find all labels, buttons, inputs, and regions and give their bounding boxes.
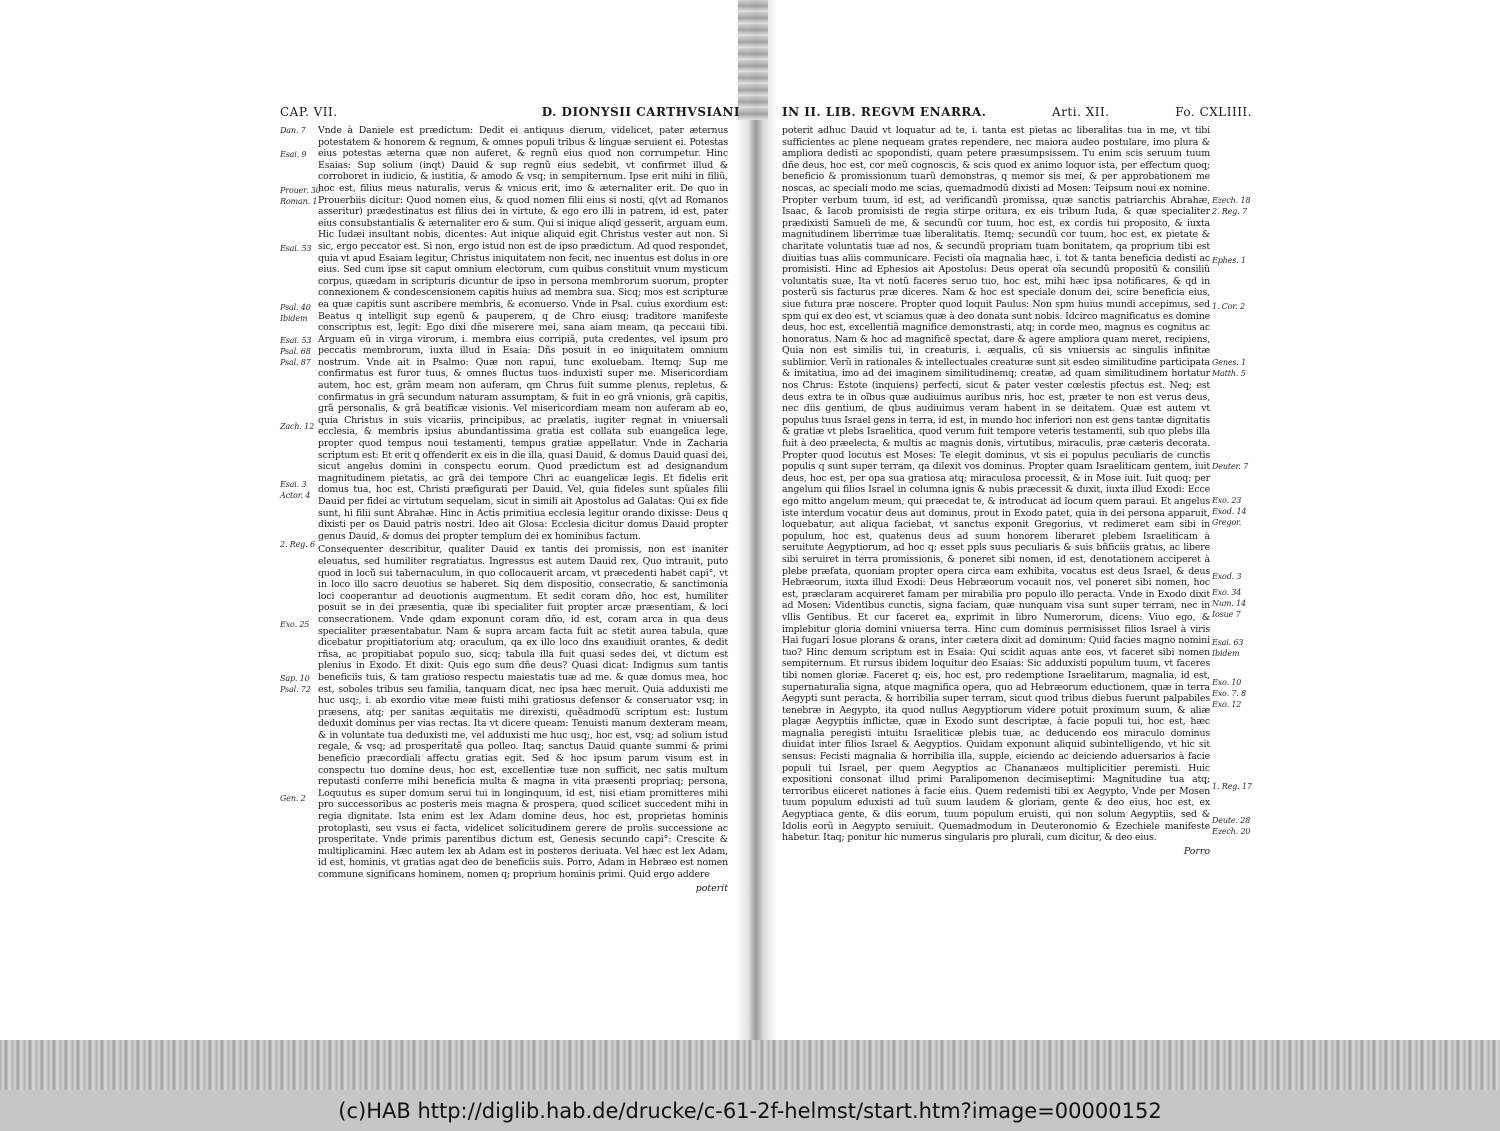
left-book-title: D. DIONYSII CARTHVSIANI — [541, 105, 740, 119]
marginal-note: Ezech. 18 — [1212, 196, 1251, 205]
marginal-note: Psal. 40 — [280, 303, 311, 312]
marginal-note: Deuter. 7 — [1212, 462, 1249, 471]
marginal-note: Sap. 10 — [280, 674, 310, 683]
marginal-note: Exo. 34 — [1212, 588, 1242, 597]
marginal-note: 2. Reg. 7 — [1212, 207, 1247, 216]
left-text-block — [280, 125, 740, 881]
marginal-note: Psal. 72 — [280, 685, 311, 694]
marginal-note: Esai. 63 — [1212, 638, 1244, 647]
marginal-note: 2. Reg. 6 — [280, 540, 315, 549]
marginal-note: Gregor. — [1212, 518, 1242, 527]
marginal-note: Psal. 87 — [280, 358, 311, 367]
right-catchword: Porro — [1183, 845, 1210, 857]
left-paragraph: Vnde à Daniele est prædictum: Dedit ei antiquus dierum, videlicet, pater æternus potestatem & honorem & regnum, & omnes populi tribus & linguæ seruient ei. Potestas eius potestas æterna quæ non auferet, & regnũ eius quod non corrumpetur. Hinc Esaias: Sup solium (inqt) Dauid & sup regnũ eius sedebit, vt confirmet illud & corroboret in iudicio, & iustitia, & amodo & vsq; in sempiternum. Ipse erit mihi in filiũ, hoc est, filius meus naturalis, verus & vnicus erit, imo & æternaliter erit. De quo in Prouerbiis dicitur: Quod nomen eius, & quod nomen filii eius si nosti, q(vt ad Romanos asseritur) prædestinatus est filius dei in virtute, & ego ero illi in patrem, id est, pater eius consubstantialis & æternaliter ero & sum. Qui si inique aliqd gesserit, arguam eum. Hic Iudæi insultant nobis, dicentes: Aut inique aliquid egit Christus vester aut non. Si sic, ergo peccator est. Si non, ergo istud non est de ipso prædictum. Ad quod respondet, quia vt apud Esaiam legitur, Christus iniquitatem non fecit, nec inuentus est dolus in ore eius. Sed cum ipse sit caput omnium electorum, cum quibus constituit vnum mysticum corpus, quædam in scripturis dicuntur de ipso in persona membrorum suorum, propter connexionem & condescensionem capitis huius ad membra sua. Sicq; mos est scripturæ ea quæ capitis sunt ascribere membris, & econuerso. Vnde in Psal. cuius exordium est: Beatus q intelligit sup egenũ & pauperem, q de Chro eiusq; traditore manifeste conscriptus est, legit: Ego dixi dñe miserere mei, sana aiam meam, qa peccaui tibi. Arguam eũ in virga virorum, i. membra eius corripiã, puta credentes, vel ipsum pro peccatis membrorum, iuxta illud in Esaia: Dñs posuit in eo iniquitatem omnium nostrum. Vnde ait in Psalmo: Quæ non rapui, tunc exoluebam. Itemq; Sup me confirmatus est furor tuus, & omnes fluctus tuos induxisti super me. Misericordiam autem, hoc est, grãm meam non auferam, qm Chrus fuit summe plenus, repletus, & confirmatus in grã secundum naturam assumptam, & fuit in eo grã vnionis, grã capitis, grã personalis, & grã beatificæ visionis. Vel misericordiam meam non auferam ab eo, quia Christus in suis vicariis, principibus, ac prælatis, iugiter regnat in vniuersali ecclesia, & membris ipsius abundantissima gratia est collata sub euangelica lege, propter quod tempus noui testamenti, tempus gratiæ appellatur. Vnde in Zacharia scriptum est: Et erit q offenderit ex eis in die illa, quasi Dauid, & domus Dauid quasi dei, sicut angelus domini in conspectu eorum. Quod prædictum est ad designandum magnitudinem pietatis, ac grã dei tempore Chri ac euangelicæ legis. Et fidelis erit domus tua, hoc est, Christi præfigurati per Dauid. Vel, quia fideles sunt spũales filii Dauid per fidei ac virtutum sequelam, sicut in simili ait Apostolus ad Galatas: Qui ex fide sunt, hi filii sunt Abrahæ. Hinc in Actis primitiua ecclesia legitur orando dixisse: Deus q dixisti per os Dauid patris nostri. Ideo ait Glosa: Ecclesia dicitur domus Dauid propter genus Dauid, & domus dei propter templum dei ex hominibus factum. — [318, 125, 728, 542]
image-credit-text: (c)HAB http://diglib.hab.de/drucke/c-61-2f-helmst/start.htm?image=00000152 — [338, 1098, 1162, 1123]
left-catchword: poterit — [695, 882, 728, 894]
marginal-note: Exo. 12 — [1212, 700, 1242, 709]
marginal-note: Ibidem — [1212, 649, 1240, 658]
left-chapter-label: CAP. VII. — [280, 105, 338, 119]
marginal-note: Exo. 10 — [1212, 678, 1242, 687]
marginal-note: Exo. 25 — [280, 620, 310, 629]
marginal-note: Gen. 2 — [280, 794, 306, 803]
marginal-note: Exod. 3 — [1212, 572, 1242, 581]
marginal-note: 1. Reg. 17 — [1212, 782, 1252, 791]
marginal-note: Esai. 53 — [280, 244, 312, 253]
right-book-title: IN II. LIB. REGVM ENARRA. — [782, 105, 987, 119]
marginal-note: Esai. 53 — [280, 336, 312, 345]
marginal-note: 1. Cor. 2 — [1212, 302, 1245, 311]
marginal-note: Prouer. 30 — [280, 186, 321, 195]
marginal-note: Genes. 1 — [1212, 358, 1247, 367]
marginal-note: Ephes. 1 — [1212, 256, 1246, 265]
marginal-note: Dan. 7 — [280, 126, 306, 135]
left-page — [280, 105, 740, 894]
marginal-note: Num. 14 — [1212, 599, 1246, 608]
marginal-note: Deute. 28 — [1212, 816, 1251, 825]
marginal-note: Zach. 12 — [280, 422, 315, 431]
marginal-note: Ibidem — [280, 314, 308, 323]
right-running-head — [782, 105, 1252, 119]
marginal-note: Psal. 68 — [280, 347, 311, 356]
marginal-note: Esai. 3 — [280, 480, 307, 489]
marginal-note: Exo. 7. 8 — [1212, 689, 1247, 698]
left-paragraph: Consequenter describitur, qualiter Dauid ex tantis dei promissis, non est inaniter eleuatus, sed humiliter regratiatus. Ingressus est autem Dauid rex, Quo intrauit, puto quod in locũ sui tabernaculum, in quo collocauerit arcam, vt præcedenti habet capi°, vt in loco illo sacro deuotius se haberet. Siq dem dispositio, consecratio, & sanctimonia loci cooperantur ad deuotionis augmentum. Et sedit coram dño, hoc est, humiliter posuit se in dei præsentia, quæ ibi specialiter fuit propter arcæ præsentiam, & loci consecrationem. Vnde qdam exponunt coram dño, id est, coram arca in qua deus specialiter præsentabatur. Nam & supra arcam facta fuit ac stetit aurea tabula, quæ dicebatur propitiatorium atq; oraculum, qa ex illo loco dns exaudiuit orantes, & dedit rñsa, ac propitiabat populo suo, sicq; tabula illa fuit quasi sedes dei, vt dictum est plenius in Exodo. Et dixit: Quis ego sum dñe deus? Quasi dicat: Indignus sum tantis beneficiis tuis, & tam gratioso respectu maiestatis tuæ ad me. & quæ domus mea, hoc est, soboles tribus seu familia, tanquam dicat, nec ipsa hæc meruit. Quia adduxisti me huc usq;, i. ab exordio vitæ meæ fuisti mihi gratiosus defensor & conseruator vsq; in præsens, atq; per sanitas æquitatis me direxisti, quẽadmodũ scriptum est: Iustum deduxit dominus per vias rectas. Ita vt dicere queam: Tenuisti manum dexteram meam, & in voluntate tua deduxisti me, vel adduxisti me huc usq;, hoc est, vsq; ad solium istud regale, & vsq; ad prosperitatẽ qua polleo. Itaq; sanctus Dauid quante summi & primi beneficio præcordiali affectu gratias egit. Sed & hoc ipsum parum visum est in conspectu tuo domine deus, hoc est, excellentiæ tuæ non sufficit, nec satis multum reputasti conferre mihi beneficia multa & magna in vita præsenti propriaq; persona, Loquutus es super domum serui tui in longinquum, id est, nisi etiam promitteres mihi pro successoribus ac posteris meis magna & prospera, quod scilicet succedent mihi in regia dignitate. Ista enim est lex Adam domine deus, hoc est, proprietas hominis protoplasti, seu vsus ei facta, videlicet solicitudinem gerere de prolis successione ac prosperitate. Vnde primis parentibus dictum est, Genesis secundo capi°: Crescite & multiplicamini. Hæc autem lex ab Adam est in posteros deriuata. Vel hæc est lex Adam, id est, hominis, vt gratias agat deo de beneficiis suis. Porro, Adam in Hebræo est nomen commune significans hominem, nomen q; proprium hominis primi. Quid ergo addere — [318, 544, 728, 880]
left-running-head — [280, 105, 740, 119]
marginal-note: Iosue 7 — [1212, 610, 1241, 619]
image-credit-bar — [0, 1090, 1500, 1131]
marginal-note: Matth. 5 — [1212, 369, 1246, 378]
marginal-note: Ezech. 20 — [1212, 827, 1251, 836]
scan-edge-noise — [0, 1040, 1500, 1090]
marginal-note: Roman. 1 — [280, 197, 318, 206]
right-page — [782, 105, 1252, 857]
book-gutter — [735, 0, 777, 1040]
right-paragraph: poterit adhuc Dauid vt loquatur ad te, i. tanta est pietas ac liberalitas tua in me, vt tibi sufficientes ac plene nequeam grates rependere, nec maiora audeo postulare, imo plura & ampliora dedisti ac spopondisti, quam petere præsumpsissem. Tu enim scis seruum tuum dñe deus, hoc est, cor meũ cognoscis, & scis quod ex animo loquor ista, per effectum quoq; beneficio & promissionum tuarũ demonstras, q memor sis mei, & per approbationem me noscas, ac speciali modo me scias, quemadmodũ dixisti ad Mosen: Teipsum noui ex nomine. Propter verbum tuum, id est, ad verificandũ promissa, quæ sanctis patriarchis Abrahæ, Isaac, & Iacob promisisti de regia stirpe oritura, ex eis tribum Iuda, & quæ specialiter prædixisti Samueli de me, & secundũ cor tuum, hoc est, ex cordis tui proposito, & iuxta magnitudinem liberrimæ tuæ liberalitatis. Itemq; secundũ cor tuum, hoc est, ex pietate & charitate voluntatis tuæ ad nos, & secundũ propriam tuam bonitatem, qa proprium tibi est diuitias tuas aliis communicare. Fecisti oĩa magnalia hæc, i. tot & tanta beneficia dedisti ac promisisti. Hinc ad Ephesios ait Apostolus: Deus operat oĩa secundũ propositũ & consiliũ voluntatis suæ, Ita vt notũ faceres seruo tuo, hoc est, mihi hæc ipsa notificares, & qd in posterũ sis facturus præ diceres. Nam & hoc est speciale donum dei, scire beneficia eius, siue futura præ noscere. Propter quod loquit Paulus: Non spm huius mundi accepimus, sed spm qui ex deo est, vt sciamus quæ à deo donata sunt nobis. Idcirco magnificatus es domine deus, hoc est, excellentiã magnifice demonstrasti, atq; in corde meo, magnus es cognitus ac honoratus. Nam & hoc ad magnificẽ spectat, dare & agere ampliora quam meret, recipiens, Quia non est similis tui, in creaturis, i. æqualis, cũ sis vniuersis ac singulis infinitæ sublimior. Verũ in rationales & intellectuales creaturæ sunt sit esdeo similitudine participata & imitatiua, imo ad dei imaginem similitudinemq; creatæ, ad quam similitudinem hortatur nos Chrus: Estote (inquiens) perfecti, sicut & pater vester cœlestis pfectus est. Neq; est deus extra te in oĩbus quæ audiuimus auribus nris, hoc est, præter te non est verus deus, nec diis gentium, de qbus audiuimus veram habent in se deitatem. Quæ est autem vt populus tuus Israel gens in terra, id est, in mundo hoc inferiori non est gens tantæ dignitatis & gratiæ vt plebs Israelitica, quod verum fuit tempore veteris testamenti, sub quo plebs illa fuit à deo præelecta, & multis ac magnis donis, virtutibus, miraculis, præ cæteris decorata. Propter quod locutus est Moses: Te elegit dominus, vt sis ei populus peculiaris de cunctis populis q sunt super terram, qa dilexit vos dominus. Propter quam Israeliticam gentem, iuit deus, hoc est, per opa sua gratiosa atq; miraculosa processit, & in Mose iuit. Iuit quoq; per angelum qui filios Israel in columna ignis & nubis præcessit & duxit, iuxta illud Exodi: Ecce ego mitto angelum meum, qui præcedat te, & introducat ad locum quem paraui. Et angelus iste interdum vocatur deus aut dominus, prout in Exodo patet, quia in dei persona apparuit, loquebatur, aut aliqua faciebat, vt sanctus exponit Gregorius, vt redimeret eam sibi in populum, hoc est, quatenus deus ad suum honorem liberaret plebem Israeliticam à seruitute Aegyptiorum, ad hoc q; esset ppls suus peculiaris & suis bñficiis gratus, ac libere sibi seruiret in terra promissionis, & poneret sibi nomen, id est, denotationem acciperet à plebe præfata, quoniam propter opera circa eam exhibita, vocatus est deus Israel, & deus Hebræorum, iuxta illud Exodi: Deus Hebræorum vocauit nos, vel poneret sibi nomen, hoc est, præclaram acquireret famam per mirabilia pro populo illo peracta. Vnde in Exodo dixit ad Mosen: Videntibus cunctis, signa faciam, quæ nunquam visa sunt super terram, nec in vllis Gentibus. Et cur faceret ea, exprimit in libro Numerorum, dicens: Viuo ego, & implebitur gloria domini vniuersa terra. Hinc cum dominus permisisset filios Israel à viris Hai fugari Iosue plorans & orans, inter cætera dixit ad dominum: Quid facies magno nomini tuo? Hinc demum scriptum est in Esaia: Qui scidit aquas ante eos, vt faceret sibi nomen sempiternum. Et rursus ibidem loquitur deo Esaias: Sic adduxisti populum tuum, vt faceres tibi nomen gloriæ. Faceret q; eis, hoc est, pro redemptione Israelitarum, magnalia, id est, supernaturalia signa, atque magnifica opera, quo ad Hebræorum eductionem, quæ in terra Aegypti sunt peracta, & horribilia super terram, sicut quod tribus diebus fuerunt palpabiles tenebræ in Aegypto, ita quod nullus Aegyptiorum videre potuit proximum suum, & aliæ plagæ Aegyptiis inflictæ, quæ in Exodo sunt descriptæ, à facie populi tui, hoc est, hæc magnalia peregisti intuitu Israeliticæ plebis tuæ, ac deducendo eos miraculo dominus diuidat inter filios Israel & Aegyptios. Quidam exponunt aliquid subintelligendo, vt hic sit sensus: Fecisti magnalia & horribilia illa, supple, eiciendo ac deiciendo aduersarios à facie populi tui Israel, per quem Aegyptios ac Chananæos multiplicitier peremisti. Huic expositioni consonat illud primi Paralipomenon decimiseptimi: Magnitudine tua atq; terroribus eiiceret nationes à facie eius. Quem redemisti tibi ex Aegypto, Vnde per Mosen tuum populum eduxisti ad tuũ suum laudem & gloriam, gente & deo eius, hoc est, ex Aegyptiaca gente, & diis eorum, tuum populum eruisti, qui non solum Aegyptiis, sed & Idolis eorũ in Aegypto seruiuit. Quemadmodum in Deuteronomio & Ezechiele manifeste habetur. Itaq; ponitur hic numerus singularis pro plurali, cum dicitur, & deo eius. — [782, 125, 1210, 844]
marginal-note: Actor. 4 — [280, 491, 311, 500]
right-article-label: Arti. XII. — [1052, 105, 1110, 119]
marginal-note: Esai. 9 — [280, 150, 307, 159]
binding-shadow — [738, 0, 768, 120]
folio-number: Fo. CXLIIII. — [1175, 105, 1252, 119]
marginal-note: Exo. 23 — [1212, 496, 1242, 505]
right-text-block — [782, 125, 1252, 844]
marginal-note: Exod. 14 — [1212, 507, 1247, 516]
